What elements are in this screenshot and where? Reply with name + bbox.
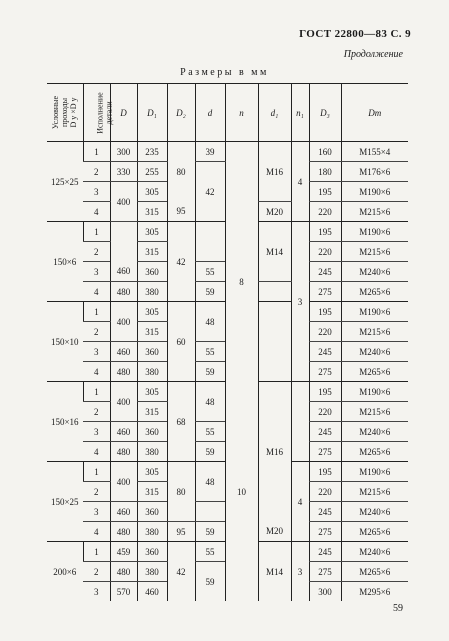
d1-cell: 360 (137, 422, 167, 442)
d3-cell: 275 (309, 362, 341, 382)
d1-cell: 360 (137, 262, 167, 282)
design-cell: 3 (83, 422, 110, 442)
d3-cell: 195 (309, 222, 341, 242)
d3-cell: 275 (309, 442, 341, 462)
d1-cell: 360 (137, 542, 167, 562)
d3-cell: 245 (309, 262, 341, 282)
bolt-cell: M20 (258, 202, 291, 222)
d-cell (110, 222, 137, 262)
d-cell: 480 (110, 282, 137, 302)
thread-cell: M240×6 (341, 542, 408, 562)
d2-cell: 42 (167, 222, 195, 302)
d1-cell: 315 (137, 202, 167, 222)
header-d1: d₁ (258, 84, 291, 142)
passage-cell: 150×16 (47, 382, 83, 462)
d3-cell: 195 (309, 182, 341, 202)
d1-cell: 460 (137, 582, 167, 602)
thread-cell: M190×6 (341, 462, 408, 482)
bolt-cell (258, 302, 291, 382)
d3-cell: 245 (309, 542, 341, 562)
thread-cell: M190×6 (341, 302, 408, 322)
design-cell: 1 (83, 142, 110, 162)
bore-cell: 59 (195, 362, 225, 382)
header-D2: D₂ (167, 84, 195, 142)
thread-cell: M265×6 (341, 562, 408, 582)
design-cell: 3 (83, 262, 110, 282)
design-cell: 1 (83, 542, 110, 562)
d1-cell: 305 (137, 302, 167, 322)
header-D: D (110, 84, 137, 142)
d1-cell: 305 (137, 222, 167, 242)
d-cell: 480 (110, 362, 137, 382)
bolt-cell: M20 (258, 522, 291, 542)
design-cell: 1 (83, 462, 110, 482)
thread-cell: M190×6 (341, 182, 408, 202)
thread-cell: M265×6 (341, 442, 408, 462)
bolt-cell: M14 (258, 542, 291, 602)
d3-cell: 275 (309, 522, 341, 542)
thread-cell: M240×6 (341, 262, 408, 282)
design-cell: 2 (83, 562, 110, 582)
d1-cell: 380 (137, 522, 167, 542)
d-cell: 460 (110, 502, 137, 522)
d3-cell: 220 (309, 482, 341, 502)
d-cell: 570 (110, 582, 137, 602)
n1-cell (291, 382, 309, 462)
d2-cell: 68 (167, 382, 195, 462)
header-Dt: Dт (341, 84, 408, 142)
bore-cell: 42 (195, 162, 225, 222)
d-cell: 400 (110, 302, 137, 342)
design-cell: 3 (83, 502, 110, 522)
design-cell: 1 (83, 222, 110, 242)
bore-cell: 48 (195, 382, 225, 422)
d3-cell: 245 (309, 502, 341, 522)
design-cell: 3 (83, 182, 110, 202)
d3-cell: 220 (309, 402, 341, 422)
d-cell: 480 (110, 562, 137, 582)
bolt-cell: M16 (258, 382, 291, 522)
n1-cell: 3 (291, 222, 309, 382)
d-cell: 459 (110, 542, 137, 562)
d3-cell: 275 (309, 282, 341, 302)
d-cell: 400 (110, 382, 137, 422)
units-caption: Размеры в мм (180, 67, 269, 78)
d-cell: 480 (110, 522, 137, 542)
bolt-cell: M16 (258, 142, 291, 202)
page-number: 59 (393, 603, 403, 614)
design-cell: 4 (94, 366, 99, 377)
n1-cell: 4 (291, 462, 309, 542)
n-value: 8 (239, 276, 244, 287)
d3-cell: 195 (309, 382, 341, 402)
d3-cell: 220 (309, 322, 341, 342)
d1-cell: 235 (137, 142, 167, 162)
design-cell: 3 (94, 586, 99, 597)
d3-cell: 195 (309, 302, 341, 322)
d1-cell: 305 (137, 182, 167, 202)
header-n: n (225, 84, 258, 142)
design-cell: 2 (83, 242, 110, 262)
d2-cell: 95 (167, 202, 195, 222)
n1-cell: 4 (291, 142, 309, 222)
thread-cell: M215×6 (341, 322, 408, 342)
thread-cell: M215×6 (341, 482, 408, 502)
design-cell: 2 (83, 402, 110, 422)
d1-cell: 380 (137, 562, 167, 582)
dimensions-table (47, 83, 408, 601)
d3-cell: 245 (309, 422, 341, 442)
design-cell: 4 (94, 526, 99, 537)
thread-cell: M190×6 (341, 382, 408, 402)
d-cell: 460 (110, 342, 137, 362)
d3-cell: 275 (309, 562, 341, 582)
d1-cell: 315 (137, 402, 167, 422)
thread-cell: M265×6 (341, 362, 408, 382)
thread-cell: M215×6 (341, 402, 408, 422)
thread-cell: M240×6 (341, 422, 408, 442)
thread-cell: M240×6 (341, 342, 408, 362)
d-cell: 460 (110, 422, 137, 442)
passage-cell: 125×25 (50, 176, 79, 187)
thread-cell: M265×6 (341, 522, 408, 542)
d-cell: 400 (110, 462, 137, 502)
bore-cell: 59 (195, 282, 225, 302)
design-cell: 4 (94, 286, 99, 297)
d-cell: 400 (110, 182, 137, 222)
thread-cell: M215×6 (341, 242, 408, 262)
design-cell: 2 (83, 482, 110, 502)
bore-cell: 59 (195, 442, 225, 462)
bore-cell (195, 222, 225, 262)
d-cell: 480 (110, 442, 137, 462)
d-cell: 330 (110, 162, 137, 182)
design-cell: 2 (83, 162, 110, 182)
d2-cell: 95 (167, 522, 195, 542)
d1-cell: 305 (137, 382, 167, 402)
bore-cell: 59 (195, 562, 225, 602)
d2-cell: 80 (167, 142, 195, 202)
passage-cell: 150×10 (47, 302, 83, 382)
bore-cell: 39 (195, 142, 225, 162)
header-design: Исполнение детали (83, 84, 110, 142)
standard-header: ГОСТ 22800—83 С. 9 (299, 28, 411, 40)
d3-cell: 300 (309, 582, 341, 602)
d3-cell: 220 (309, 202, 341, 222)
d3-cell: 220 (309, 242, 341, 262)
thread-cell: M240×6 (341, 502, 408, 522)
bore-cell: 48 (195, 302, 225, 342)
header-D1: D₁ (137, 84, 167, 142)
bore-cell: 48 (195, 462, 225, 502)
continuation-label: Продолжение (343, 49, 403, 60)
d1-cell: 315 (137, 322, 167, 342)
bolt-cell: M14 (258, 222, 291, 282)
bore-cell: 55 (195, 422, 225, 442)
header-n1: n₁ (291, 84, 309, 142)
design-cell: 1 (83, 382, 110, 402)
n-value: 10 (237, 486, 246, 497)
d3-cell: 160 (309, 142, 341, 162)
thread-cell: M176×6 (341, 162, 408, 182)
d1-cell: 315 (137, 242, 167, 262)
d1-cell: 255 (137, 162, 167, 182)
d1-cell: 380 (137, 442, 167, 462)
d1-cell: 360 (137, 342, 167, 362)
n1-cell: 3 (291, 542, 309, 602)
bolt-cell (258, 282, 291, 302)
thread-cell: M295×6 (341, 582, 408, 602)
d2-cell: 80 (167, 462, 195, 522)
d-cell: 300 (110, 142, 137, 162)
thread-cell: M215×6 (341, 202, 408, 222)
header-d: d (195, 84, 225, 142)
design-cell: 3 (83, 342, 110, 362)
n-cell (225, 142, 258, 602)
design-cell: 1 (83, 302, 110, 322)
design-cell: 4 (94, 446, 99, 457)
bore-cell: 55 (195, 542, 225, 562)
bore-cell: 55 (195, 262, 225, 282)
passage-cell: 150×6 (47, 222, 83, 302)
thread-cell: M190×6 (341, 222, 408, 242)
bore-cell: 59 (195, 522, 225, 542)
thread-cell: M155×4 (341, 142, 408, 162)
d2-cell: 60 (167, 302, 195, 382)
header-D3: D₃ (309, 84, 341, 142)
d-cell: 460 (110, 262, 137, 282)
d1-cell: 360 (137, 502, 167, 522)
header-passage: Условные проходы D y ×D y (47, 84, 83, 142)
table-row (47, 142, 408, 162)
bore-cell (195, 502, 225, 522)
bore-cell: 55 (195, 342, 225, 362)
d1-cell: 305 (137, 462, 167, 482)
d3-cell: 180 (309, 162, 341, 182)
design-cell: 2 (83, 322, 110, 342)
thread-cell: M265×6 (341, 282, 408, 302)
d3-cell: 195 (309, 462, 341, 482)
d1-cell: 315 (137, 482, 167, 502)
passage-cell: 150×25 (47, 462, 83, 542)
passage-cell: 200×6 (47, 542, 83, 602)
header-row (47, 84, 408, 142)
d3-cell: 245 (309, 342, 341, 362)
design-cell: 4 (94, 206, 99, 217)
d2-cell: 42 (167, 542, 195, 602)
d1-cell: 380 (137, 362, 167, 382)
d1-cell: 380 (137, 282, 167, 302)
